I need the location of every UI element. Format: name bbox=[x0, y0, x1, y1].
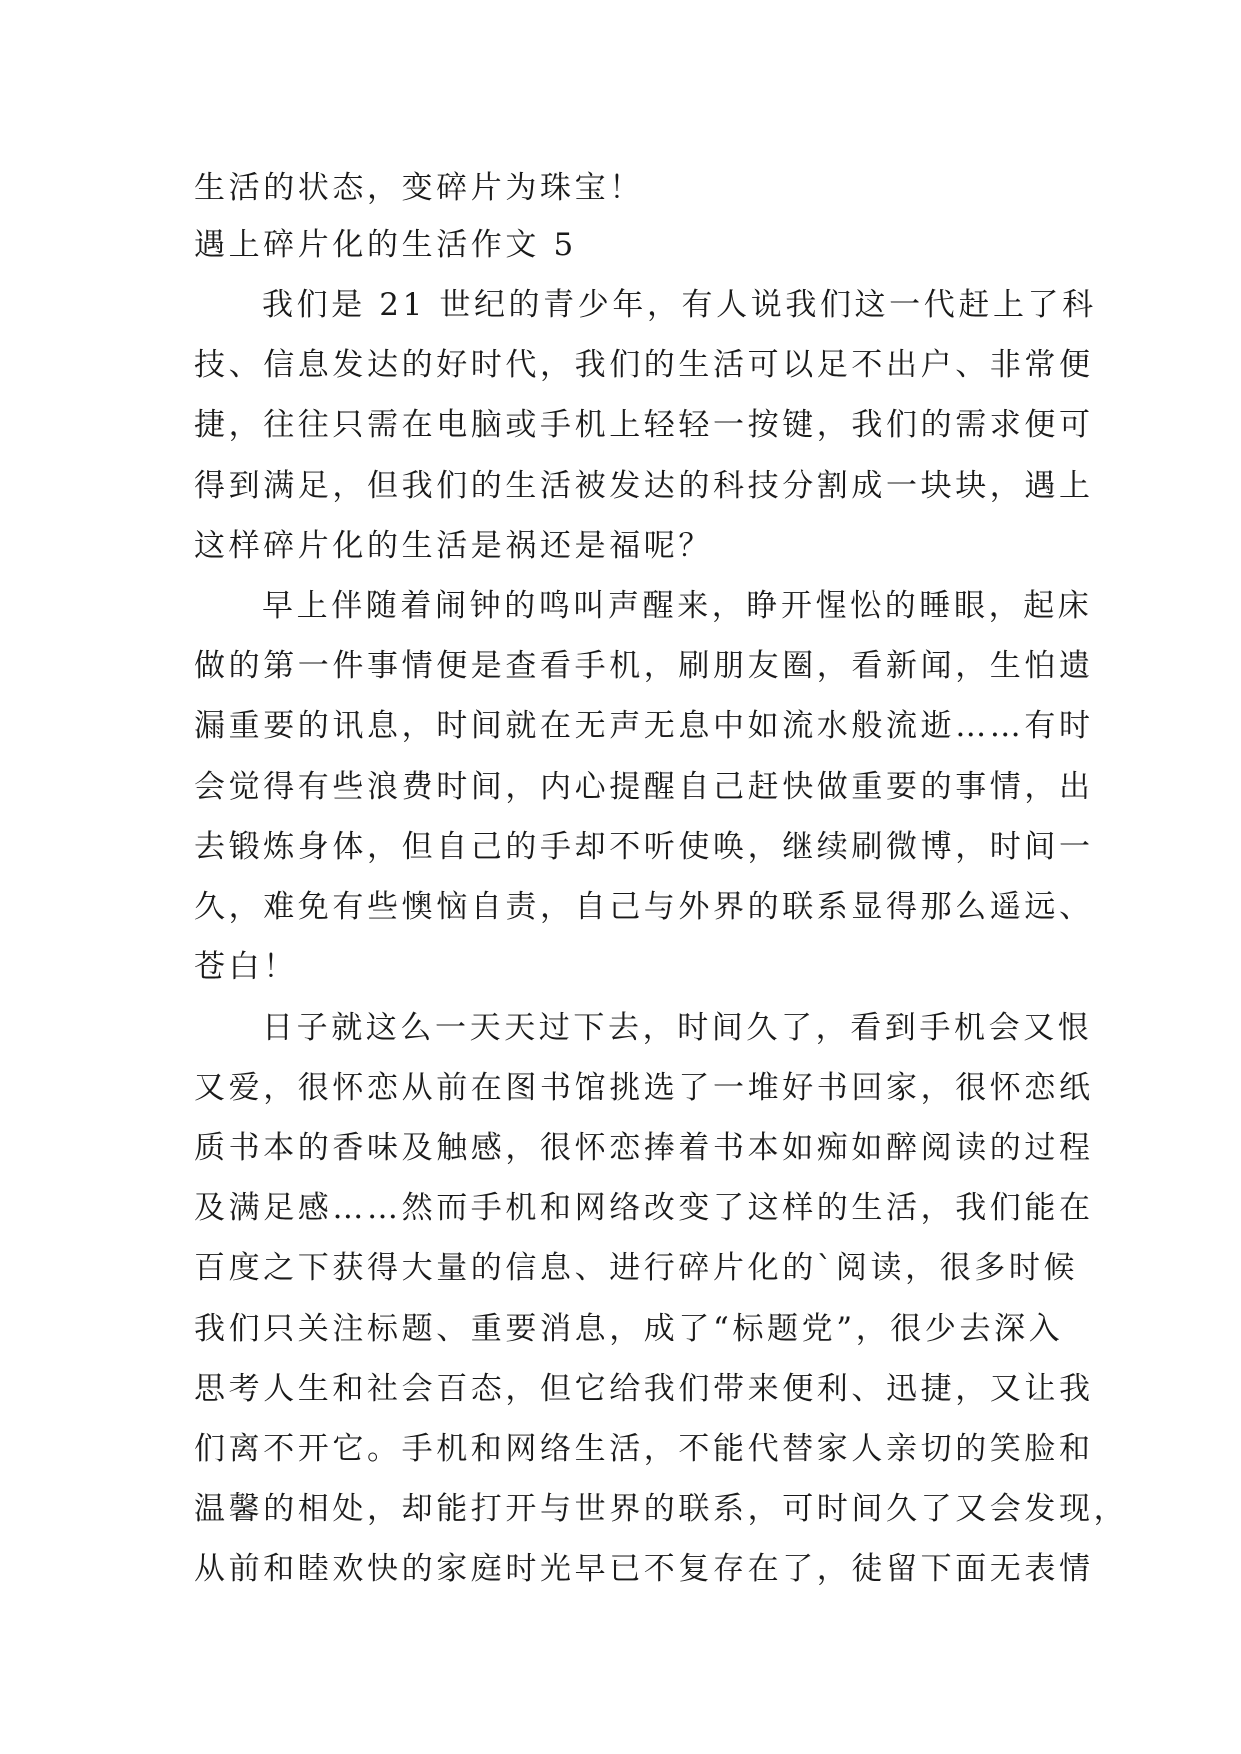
paragraph-2-line: 久，难免有些懊恼自责，自己与外界的联系显得那么遥远、 bbox=[194, 889, 1094, 925]
paragraph-3-line: 百度之下获得大量的信息、进行碎片化的`阅读，很多时候 bbox=[194, 1250, 1079, 1286]
paragraph-1-line: 捷，往往只需在电脑或手机上轻轻一按键，我们的需求便可 bbox=[194, 407, 1094, 443]
paragraph-1-line: 得到满足，但我们的生活被发达的科技分割成一块块，遇上 bbox=[194, 468, 1094, 504]
paragraph-2-line: 做的第一件事情便是查看手机，刷朋友圈，看新闻，生怕遗 bbox=[194, 648, 1094, 684]
paragraph-3-line: 及满足感……然而手机和网络改变了这样的生活，我们能在 bbox=[194, 1190, 1094, 1226]
paragraph-3-line: 从前和睦欢快的家庭时光早已不复存在了，徒留下面无表情 bbox=[194, 1551, 1094, 1587]
paragraph-1-line: 我们是 21 世纪的青少年，有人说我们这一代赶上了科 bbox=[262, 287, 1097, 323]
paragraph-2-line: 早上伴随着闹钟的鸣叫声醒来，睁开惺忪的睡眼，起床 bbox=[262, 588, 1093, 624]
section-heading: 遇上碎片化的生活作文 5 bbox=[194, 227, 577, 263]
paragraph-1-line: 技、信息发达的好时代，我们的生活可以足不出户、非常便 bbox=[194, 347, 1094, 383]
paragraph-2-line: 去锻炼身体，但自己的手却不听使唤，继续刷微博，时间一 bbox=[194, 829, 1094, 865]
paragraph-3-line: 思考人生和社会百态，但它给我们带来便利、迅捷，又让我 bbox=[194, 1371, 1094, 1407]
paragraph-3-line: 们离不开它。手机和网络生活，不能代替家人亲切的笑脸和 bbox=[194, 1431, 1094, 1467]
paragraph-3-line: 温馨的相处，却能打开与世界的联系，可时间久了又会发现， bbox=[194, 1491, 1129, 1527]
paragraph-3-line: 又爱，很怀恋从前在图书馆挑选了一堆好书回家，很怀恋纸 bbox=[194, 1070, 1094, 1106]
paragraph-2-line: 漏重要的讯息，时间就在无声无息中如流水般流逝……有时 bbox=[194, 708, 1094, 744]
text-line: 生活的状态，变碎片为珠宝！ bbox=[194, 170, 644, 206]
paragraph-1-line: 这样碎片化的生活是祸还是福呢？ bbox=[194, 528, 713, 564]
paragraph-3-line: 我们只关注标题、重要消息，成了“标题党”，很少去深入 bbox=[194, 1311, 1064, 1347]
paragraph-2-line: 会觉得有些浪费时间，内心提醒自己赶快做重要的事情，出 bbox=[194, 769, 1094, 805]
paragraph-3-line: 质书本的香味及触感，很怀恋捧着书本如痴如醉阅读的过程 bbox=[194, 1130, 1094, 1166]
paragraph-3-line: 日子就这么一天天过下去，时间久了，看到手机会又恨 bbox=[262, 1010, 1093, 1046]
paragraph-2-line: 苍白！ bbox=[194, 949, 298, 985]
